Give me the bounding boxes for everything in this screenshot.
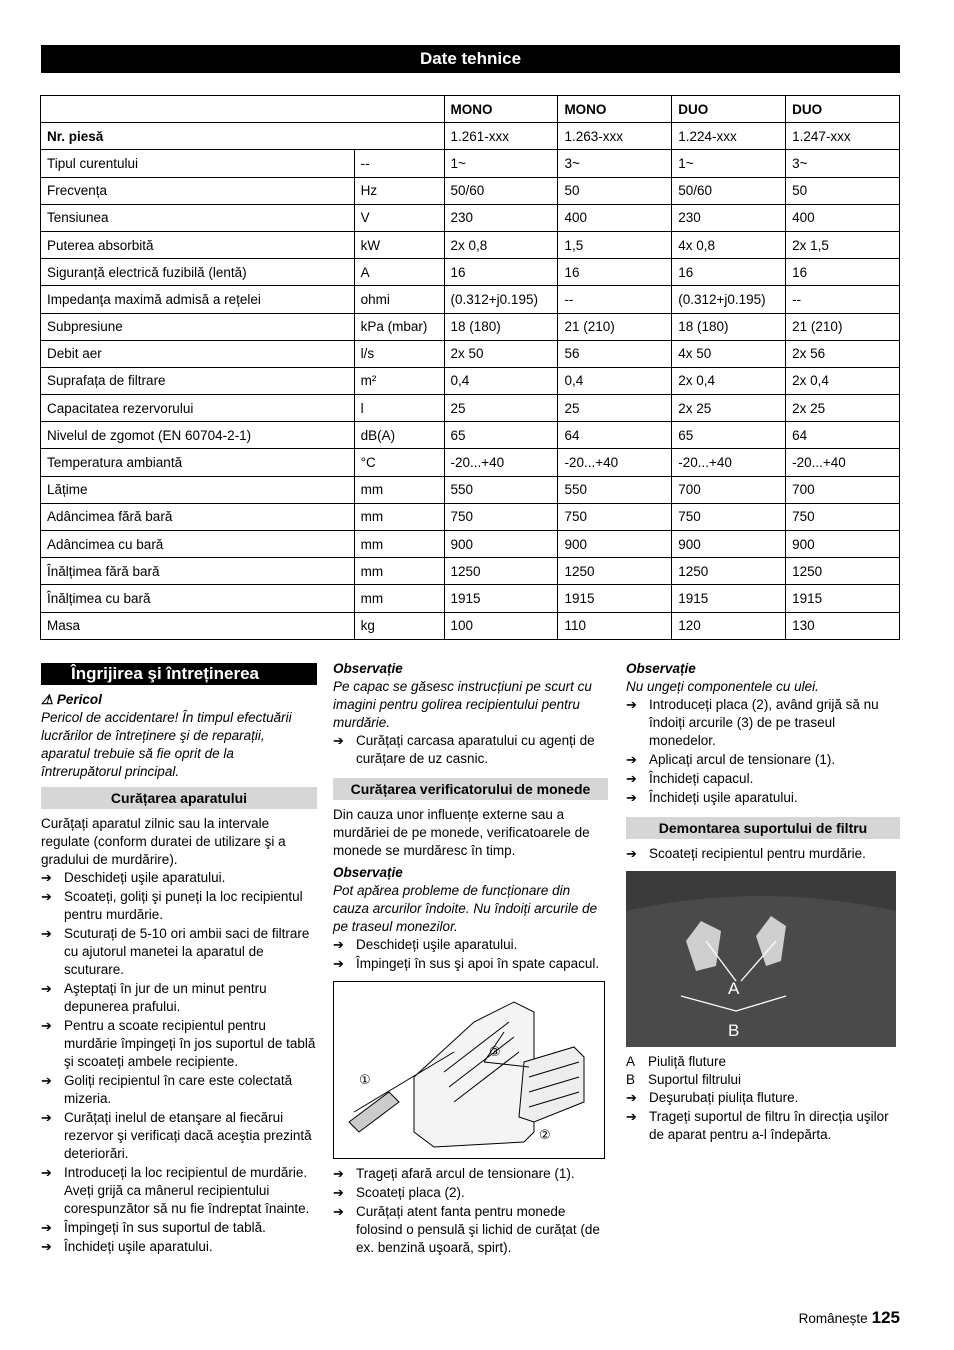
- table-cell-unit: ohmi: [354, 286, 444, 313]
- list-item: [626, 1108, 900, 1144]
- note-text: Nu ungeți componentele cu ulei.: [626, 679, 819, 694]
- step-text: Închideți capacul.: [649, 771, 754, 786]
- table-cell: 1915: [444, 585, 558, 612]
- list-item: [41, 1109, 317, 1163]
- table-cell: 1250: [444, 558, 558, 585]
- table-cell: 21 (210): [786, 313, 900, 340]
- arrow-icon: ➔: [41, 1239, 52, 1254]
- arrow-icon: ➔: [626, 846, 637, 861]
- list-item: [41, 1164, 317, 1218]
- coin-intro: Din cauza unor influențe externe sau a murdăriei de pe monede, verificatoarele de monede se murdăresc în timp.: [333, 807, 590, 858]
- table-cell: 4x 0,8: [672, 231, 786, 258]
- note-text: Pe capac se găsesc instrucțiuni pe scurt cu imagini pentru golirea recipientului pentru murdărie.: [333, 679, 592, 730]
- step-text: Curățați atent fanta pentru monede folosind o pensulă şi lichid de curățat (de ex. benzină uşoară, spirt).: [356, 1204, 600, 1255]
- table-cell: 1250: [672, 558, 786, 585]
- reassembly-steps: [626, 696, 900, 807]
- list-item: [333, 936, 608, 954]
- arrow-icon: ➔: [333, 1185, 344, 1200]
- table-cell: 25: [558, 395, 672, 422]
- note-title: Observație: [626, 661, 696, 676]
- danger-heading: [41, 691, 317, 709]
- table-cell: 21 (210): [558, 313, 672, 340]
- table-cell-unit: V: [354, 204, 444, 231]
- table-cell-unit: mm: [354, 476, 444, 503]
- table-cell-label: Siguranță electrică fuzibilă (lentă): [41, 259, 355, 286]
- step-text: Împingeți în sus suportul de tablă.: [64, 1220, 266, 1235]
- table-cell-label: Frecvența: [41, 177, 355, 204]
- table-cell: 2x 1,5: [786, 231, 900, 258]
- legend-item: [626, 1053, 900, 1071]
- table-cell: 2x 0,4: [672, 367, 786, 394]
- photo-legend: [626, 1053, 900, 1089]
- table-cell-label: Impedanța maximă admisă a rețelei: [41, 286, 355, 313]
- table-row: [41, 340, 900, 367]
- table-cell-label: Subpresiune: [41, 313, 355, 340]
- table-cell-unit: mm: [354, 585, 444, 612]
- step-text: Curățați inelul de etanşare al fiecărui rezervor şi verificați dacă aceştia prezintă deteriorări.: [64, 1110, 312, 1161]
- footer-language: Românește: [798, 1311, 868, 1326]
- step-text: Aplicați arcul de tensionare (1).: [649, 752, 836, 767]
- section-title-care: Îngrijirea şi întreținerea: [41, 663, 317, 685]
- list-item: [41, 980, 317, 1016]
- table-cell: 100: [444, 612, 558, 639]
- table-cell: (0.312+j0.195): [672, 286, 786, 313]
- table-header-row: [41, 96, 900, 123]
- callout-2: ②: [539, 1128, 551, 1143]
- table-cell: 56: [558, 340, 672, 367]
- table-cell-unit: Hz: [354, 177, 444, 204]
- table-cell: 550: [558, 476, 672, 503]
- note-title: Observație: [333, 661, 403, 676]
- column-coin-checker: [333, 660, 608, 1258]
- page-footer: [799, 1308, 900, 1328]
- table-cell-unit: °C: [354, 449, 444, 476]
- table-cell: 900: [444, 531, 558, 558]
- table-cell: -20...+40: [786, 449, 900, 476]
- table-cell: 1915: [558, 585, 672, 612]
- table-cell-unit: mm: [354, 503, 444, 530]
- arrow-icon: ➔: [333, 1204, 344, 1219]
- table-row: [41, 313, 900, 340]
- table-cell: 2x 25: [786, 395, 900, 422]
- table-cell: 750: [786, 503, 900, 530]
- filter-steps: [626, 845, 900, 863]
- table-cell: 3~: [558, 150, 672, 177]
- subsection-coin-checker: Curățarea verificatorului de monede: [333, 778, 608, 800]
- section-title-technical-data: Date tehnice: [41, 45, 900, 73]
- table-cell: 4x 50: [672, 340, 786, 367]
- step-text: Închideți uşile aparatului.: [649, 790, 798, 805]
- list-item: [626, 789, 900, 807]
- arrow-icon: ➔: [41, 1110, 52, 1125]
- table-cell: 1.247-xxx: [786, 123, 900, 150]
- cleaning-intro: Curățați aparatul zilnic sau la intervale regulate (conform duratei de utilizare şi a gradului de murdărire).: [41, 816, 286, 867]
- table-cell-label: Masa: [41, 612, 355, 639]
- table-row: [41, 395, 900, 422]
- arrow-icon: ➔: [41, 1073, 52, 1088]
- table-cell-label: Adâncimea fără bară: [41, 503, 355, 530]
- step-text: Curățați carcasa aparatului cu agenți de curățare de uz casnic.: [356, 733, 595, 766]
- list-item: [626, 1089, 900, 1107]
- coin-steps: [333, 936, 608, 973]
- table-cell: 550: [444, 476, 558, 503]
- arrow-icon: ➔: [41, 926, 52, 941]
- table-cell-label: Înălțimea cu bară: [41, 585, 355, 612]
- table-row: [41, 476, 900, 503]
- coin-checker-figure: [333, 981, 605, 1159]
- photo-label-b: B: [728, 1021, 740, 1040]
- table-cell: 65: [672, 422, 786, 449]
- step-text: Trageți afară arcul de tensionare (1).: [356, 1166, 575, 1181]
- table-row: [41, 503, 900, 530]
- arrow-icon: ➔: [41, 1018, 52, 1033]
- step-text: Deşurubați piulița fluture.: [649, 1090, 799, 1105]
- table-cell-label: Debit aer: [41, 340, 355, 367]
- photo-label-a: A: [728, 979, 740, 998]
- list-item: [41, 1219, 317, 1237]
- table-cell: 25: [444, 395, 558, 422]
- table-cell: -20...+40: [558, 449, 672, 476]
- table-cell: 2x 0,8: [444, 231, 558, 258]
- table-header-cell: MONO: [558, 96, 672, 123]
- arrow-icon: ➔: [626, 697, 637, 712]
- table-cell-unit: l: [354, 395, 444, 422]
- table-cell: 0,4: [444, 367, 558, 394]
- filter-removal-steps: [626, 1089, 900, 1144]
- table-cell: 16: [672, 259, 786, 286]
- step-text: Închideți uşile aparatului.: [64, 1239, 213, 1254]
- table-cell: 3~: [786, 150, 900, 177]
- table-cell-label: Capacitatea rezervorului: [41, 395, 355, 422]
- step-text: Deschideți uşile aparatului.: [356, 937, 518, 952]
- arrow-icon: ➔: [333, 956, 344, 971]
- arrow-icon: ➔: [626, 1109, 637, 1124]
- table-cell-label: Înălțimea fără bară: [41, 558, 355, 585]
- table-cell: 65: [444, 422, 558, 449]
- table-cell: 50: [558, 177, 672, 204]
- table-cell: 400: [558, 204, 672, 231]
- list-item: [333, 1165, 608, 1183]
- table-cell: 1.224-xxx: [672, 123, 786, 150]
- table-cell-unit: l/s: [354, 340, 444, 367]
- callout-3: ③: [489, 1045, 501, 1060]
- danger-title: Pericol: [56, 692, 102, 707]
- table-row: [41, 612, 900, 639]
- table-cell-label: Suprafața de filtrare: [41, 367, 355, 394]
- arrow-icon: ➔: [41, 1220, 52, 1235]
- table-cell: 400: [786, 204, 900, 231]
- step-text: Introduceți la loc recipientul de murdărie. Aveți grijă ca mânerul recipientului corespunzător să nu fie îndreptat înainte.: [64, 1165, 310, 1216]
- filter-photo: [626, 871, 896, 1047]
- table-row: [41, 449, 900, 476]
- table-row: [41, 150, 900, 177]
- table-cell: 1915: [786, 585, 900, 612]
- table-cell-unit: mm: [354, 531, 444, 558]
- arrow-icon: ➔: [333, 937, 344, 952]
- table-cell: 50/60: [672, 177, 786, 204]
- column-filter: [626, 660, 900, 1145]
- legend-text: Suportul filtrului: [648, 1072, 742, 1087]
- table-cell: 1.263-xxx: [558, 123, 672, 150]
- table-header-cell: MONO: [444, 96, 558, 123]
- step-text: Scoateți placa (2).: [356, 1185, 465, 1200]
- table-row: [41, 585, 900, 612]
- note-text: Pot apărea probleme de funcționare din cauza arcurilor îndoite. Nu îndoiți arcurile de pe traseul monezilor.: [333, 883, 598, 934]
- callout-1: ①: [359, 1073, 371, 1088]
- legend-key: B: [626, 1072, 636, 1087]
- arrow-icon: ➔: [333, 733, 344, 748]
- coin-cleaning-steps: [333, 1165, 608, 1257]
- table-row: [41, 231, 900, 258]
- table-cell: 230: [444, 204, 558, 231]
- table-cell: 130: [786, 612, 900, 639]
- cleaning-steps: [41, 869, 317, 1256]
- page-number: 125: [871, 1308, 900, 1327]
- table-cell-label: Adâncimea cu bară: [41, 531, 355, 558]
- table-cell-unit: kW: [354, 231, 444, 258]
- list-item: [41, 925, 317, 979]
- table-row: [41, 259, 900, 286]
- table-cell: 64: [786, 422, 900, 449]
- arrow-icon: ➔: [626, 771, 637, 786]
- table-cell: 230: [672, 204, 786, 231]
- table-cell: 750: [558, 503, 672, 530]
- table-cell: 750: [444, 503, 558, 530]
- danger-text: Pericol de accidentare! În timpul efectuării lucrărilor de întreținere şi de reparații, aparatul trebuie să fie oprit de la întrerupătorul principal.: [41, 710, 292, 779]
- table-cell: 1,5: [558, 231, 672, 258]
- filter-photo-illustration: [626, 871, 896, 1047]
- table-cell: 900: [786, 531, 900, 558]
- table-cell-label: Tensiunea: [41, 204, 355, 231]
- table-cell: 110: [558, 612, 672, 639]
- table-cell: 18 (180): [672, 313, 786, 340]
- table-cell: 16: [444, 259, 558, 286]
- table-header-cell: DUO: [786, 96, 900, 123]
- table-cell: [41, 96, 445, 123]
- legend-text: Piuliță fluture: [648, 1054, 727, 1069]
- list-item: [333, 1184, 608, 1202]
- table-cell: 900: [672, 531, 786, 558]
- table-cell-label: Nr. piesă: [41, 123, 445, 150]
- table-cell-unit: kPa (mbar): [354, 313, 444, 340]
- table-cell: 750: [672, 503, 786, 530]
- table-row: [41, 177, 900, 204]
- table-row: [41, 204, 900, 231]
- table-cell: 700: [786, 476, 900, 503]
- table-cell-label: Temperatura ambiantă: [41, 449, 355, 476]
- table-cell: 1250: [558, 558, 672, 585]
- step-text: Introduceți placa (2), având grijă să nu îndoiți arcurile (3) de pe traseul monedelor.: [649, 697, 879, 748]
- table-cell: (0.312+j0.195): [444, 286, 558, 313]
- table-row: [41, 531, 900, 558]
- table-row: [41, 558, 900, 585]
- list-item: [41, 1017, 317, 1071]
- housing-steps: [333, 732, 608, 768]
- list-item: [626, 751, 900, 769]
- table-cell-unit: mm: [354, 558, 444, 585]
- table-row: [41, 286, 900, 313]
- arrow-icon: ➔: [626, 1090, 637, 1105]
- table-cell: 1~: [672, 150, 786, 177]
- table-cell: -20...+40: [444, 449, 558, 476]
- table-cell: --: [558, 286, 672, 313]
- note-title: Observație: [333, 865, 403, 880]
- arrow-icon: ➔: [626, 752, 637, 767]
- table-cell-unit: A: [354, 259, 444, 286]
- table-cell: 18 (180): [444, 313, 558, 340]
- table-cell: 50: [786, 177, 900, 204]
- arrow-icon: ➔: [333, 1166, 344, 1181]
- table-cell: 1~: [444, 150, 558, 177]
- step-text: Scoateți recipientul pentru murdărie.: [649, 846, 866, 861]
- table-cell-unit: kg: [354, 612, 444, 639]
- table-cell-unit: m²: [354, 367, 444, 394]
- column-care: [41, 660, 317, 1257]
- table-cell: 1.261-xxx: [444, 123, 558, 150]
- list-item: [41, 888, 317, 924]
- legend-item: [626, 1071, 900, 1089]
- table-cell-label: Tipul curentului: [41, 150, 355, 177]
- step-text: Aşteptați în jur de un minut pentru depunerea prafului.: [64, 981, 267, 1014]
- step-text: Scoateți, goliți şi puneți la loc recipientul pentru murdărie.: [64, 889, 303, 922]
- warning-icon: ⚠: [41, 692, 54, 707]
- list-item: [333, 1203, 608, 1257]
- table-cell: 700: [672, 476, 786, 503]
- subsection-cleaning: Curățarea aparatului: [41, 787, 317, 809]
- table-cell: 120: [672, 612, 786, 639]
- arrow-icon: ➔: [41, 870, 52, 885]
- table-row: [41, 367, 900, 394]
- list-item: [626, 845, 900, 863]
- step-text: Deschideți uşile aparatului.: [64, 870, 226, 885]
- table-cell: 2x 50: [444, 340, 558, 367]
- table-header-cell: DUO: [672, 96, 786, 123]
- list-item: [41, 1238, 317, 1256]
- table-cell: 1915: [672, 585, 786, 612]
- arrow-icon: ➔: [41, 889, 52, 904]
- list-item: [626, 696, 900, 750]
- arrow-icon: ➔: [41, 981, 52, 996]
- list-item: [41, 869, 317, 887]
- table-cell-unit: dB(A): [354, 422, 444, 449]
- table-cell: 2x 25: [672, 395, 786, 422]
- table-row: [41, 422, 900, 449]
- table-cell: 0,4: [558, 367, 672, 394]
- table-cell: -20...+40: [672, 449, 786, 476]
- specs-table: [40, 95, 900, 640]
- table-cell: --: [786, 286, 900, 313]
- table-cell-label: Puterea absorbită: [41, 231, 355, 258]
- table-cell: 64: [558, 422, 672, 449]
- coin-checker-illustration: [334, 982, 604, 1158]
- table-cell: 16: [558, 259, 672, 286]
- table-cell: 1250: [786, 558, 900, 585]
- table-cell-label: Nivelul de zgomot (EN 60704-2-1): [41, 422, 355, 449]
- step-text: Trageți suportul de filtru în direcția uşilor de aparat pentru a-l îndepărta.: [649, 1109, 889, 1142]
- legend-key: A: [626, 1054, 636, 1069]
- step-text: Pentru a scoate recipientul pentru murdărie împingeți în jos suportul de tablă şi scoateți ambele recipiente.: [64, 1018, 316, 1069]
- subsection-filter-removal: Demontarea suportului de filtru: [626, 817, 900, 839]
- table-cell-unit: --: [354, 150, 444, 177]
- table-cell: 16: [786, 259, 900, 286]
- table-cell: 2x 0,4: [786, 367, 900, 394]
- table-cell: 900: [558, 531, 672, 558]
- arrow-icon: ➔: [41, 1165, 52, 1180]
- list-item: [333, 955, 608, 973]
- arrow-icon: ➔: [626, 790, 637, 805]
- table-row: [41, 123, 900, 150]
- list-item: [41, 1072, 317, 1108]
- step-text: Scuturați de 5-10 ori ambii saci de filtrare cu ajutorul manetei la aparatul de scuturare.: [64, 926, 310, 977]
- table-cell: 2x 56: [786, 340, 900, 367]
- table-cell: 50/60: [444, 177, 558, 204]
- list-item: [626, 770, 900, 788]
- list-item: [333, 732, 608, 768]
- step-text: Goliți recipientul în care este colectată mizeria.: [64, 1073, 293, 1106]
- step-text: Împingeți în sus şi apoi în spate capacul.: [356, 956, 600, 971]
- table-cell-label: Lățime: [41, 476, 355, 503]
